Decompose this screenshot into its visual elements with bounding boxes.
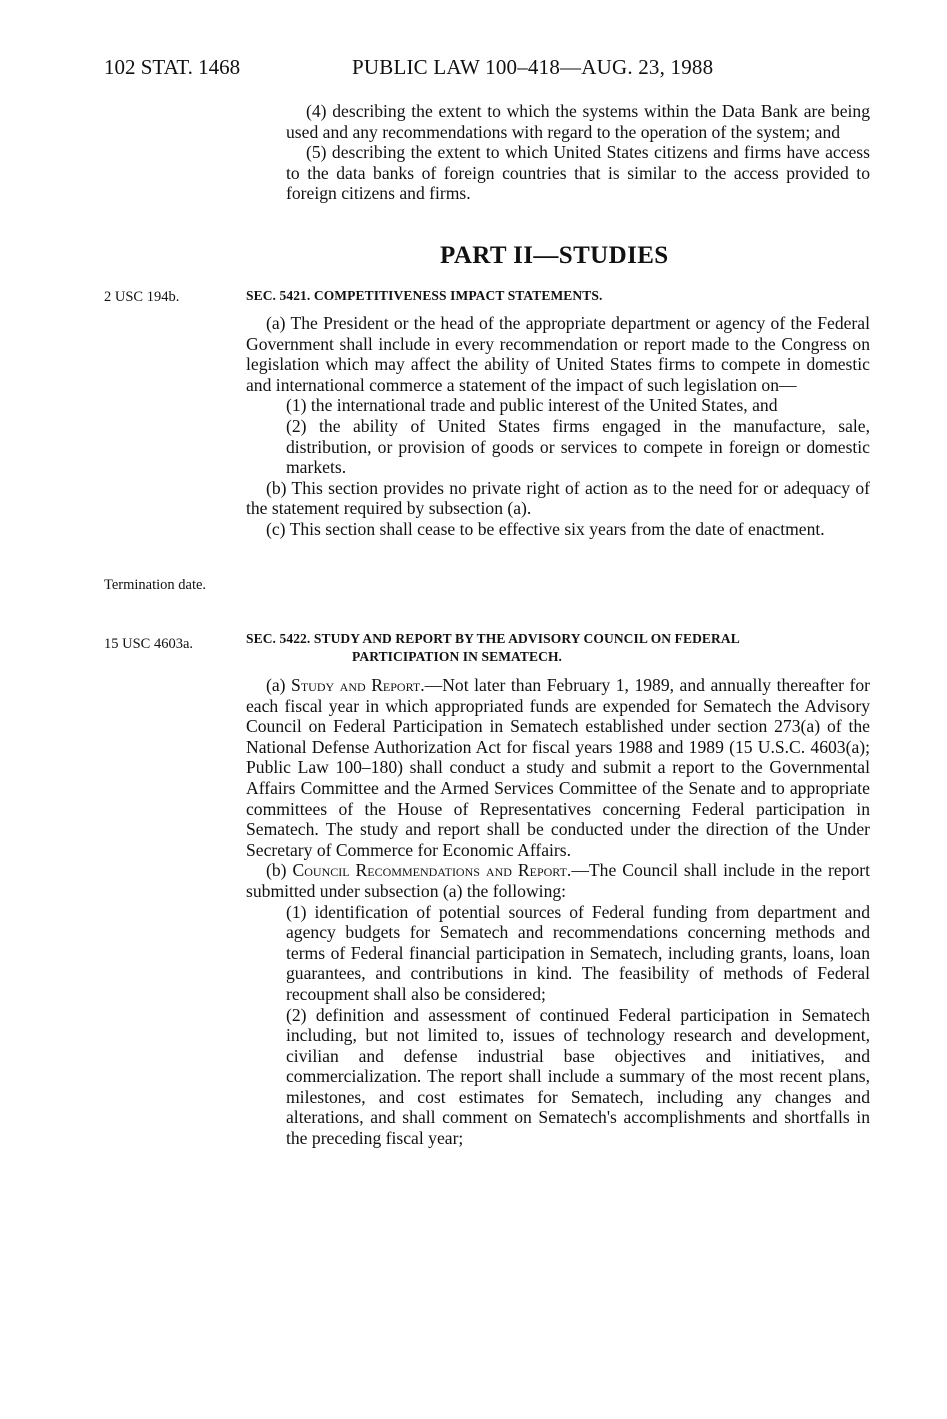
sec5422-b-item-1: (1) identification of potential sources of Federal funding from department and agency budgets for Sematech and recommendations concerning methods and terms of Federal financial participation in Sematech, including grants, loans, loan guarantees, and contributions in kind. The feasibility of methods of Federal recoupment shall also be considered; (286, 901, 870, 1004)
sec5422-b-item-2: (2) definition and assessment of continued Federal participation in Sematech including, but not limited to, issues of technology research and development, civilian and defense industrial base objectives and initiatives, and commercialization. The report shall include a summary of the most recent plans, milestones, and cost estimates for Sematech, including any changes and alterations, and shall comment on Sematech's accomplishments and shortfalls in the preceding fiscal year; (286, 1004, 870, 1149)
subsection-b-text: —The Council shall include in the report submitted under subsection (a) the following: (246, 860, 871, 901)
margin-note-termination: Termination date. (104, 577, 207, 593)
paragraph-5: (5) describing the extent to which United States citizens and firms have access to the data banks of foreign countries that is similar to the access provided to foreign citizens and firms. (286, 142, 870, 204)
sec5421-subsection-b: (b) This section provides no private right of action as to the need for or adequacy of the statement required by subsection (a). (246, 477, 870, 519)
section-heading-5422-line2: PARTICIPATION IN SEMATECH. (352, 649, 563, 664)
subsection-a-caption: Study and Report. (291, 675, 425, 695)
subsection-a-text: —Not later than February 1, 1989, and annually thereafter for each fiscal year in which appropriated funds are expended for Sematech the Advisory Council on Federal Participation in Sematech established under section 273(a) of the National Defense Authorization Act for fiscal years 1988 and 1989 (15 U.S.C. 4603(a); Public Law 100–180) shall conduct a study and submit a report to the Governmental Affairs Committee and the Armed Services Committee of the Senate and to appropriate committees of the House of Representatives concerning Federal participation in Sematech. The study and report shall be conducted under the direction of the Under Secretary of Commerce for Economic Affairs. (246, 675, 870, 860)
sec5422-subsection-b (246, 860, 870, 901)
sec5421-subsection-c: (c) This section shall cease to be effective six years from the date of enactment. (266, 518, 825, 539)
section-heading-5421: SEC. 5421. COMPETITIVENESS IMPACT STATEMENTS. (246, 288, 603, 303)
page-stat-number: 102 STAT. 1468 (104, 55, 241, 79)
intro-block (286, 101, 870, 204)
section-5422 (246, 630, 870, 1149)
running-header: PUBLIC LAW 100–418—AUG. 23, 1988 (352, 55, 714, 79)
subsection-b-caption: Council Recommendations and Report. (292, 860, 572, 881)
sec5421-subsection-a: (a) The President or the head of the appropriate department or agency of the Federal Government shall include in every recommendation or report made to the Congress on legislation which may affect the ability of United States firms to compete in domestic and international commerce a statement of the impact of such legislation on— (246, 313, 870, 395)
margin-note-15usc4603a: 15 USC 4603a. (104, 636, 194, 652)
section-heading-5422-line1: SEC. 5422. STUDY AND REPORT BY THE ADVISORY COUNCIL ON FEDERAL (246, 631, 740, 646)
sec5421-a-item-2: (2) the ability of United States firms engaged in the manufacture, sale, distribution, or provision of goods or services to compete in foreign or domestic markets. (286, 415, 870, 478)
part-title: PART II—STUDIES (440, 242, 669, 269)
sec5421-a-item-1: (1) the international trade and public interest of the United States, and (286, 395, 778, 416)
paragraph-4: (4) describing the extent to which the systems within the Data Bank are being used and any recommendations with regard to the operation of the system; and (286, 101, 870, 142)
subsection-b-prefix: (b) (266, 860, 293, 881)
sec5422-subsection-a (246, 675, 870, 860)
margin-note-2usc194b: 2 USC 194b. (104, 289, 180, 305)
section-5421 (246, 287, 870, 540)
subsection-a-prefix: (a) (266, 675, 292, 695)
